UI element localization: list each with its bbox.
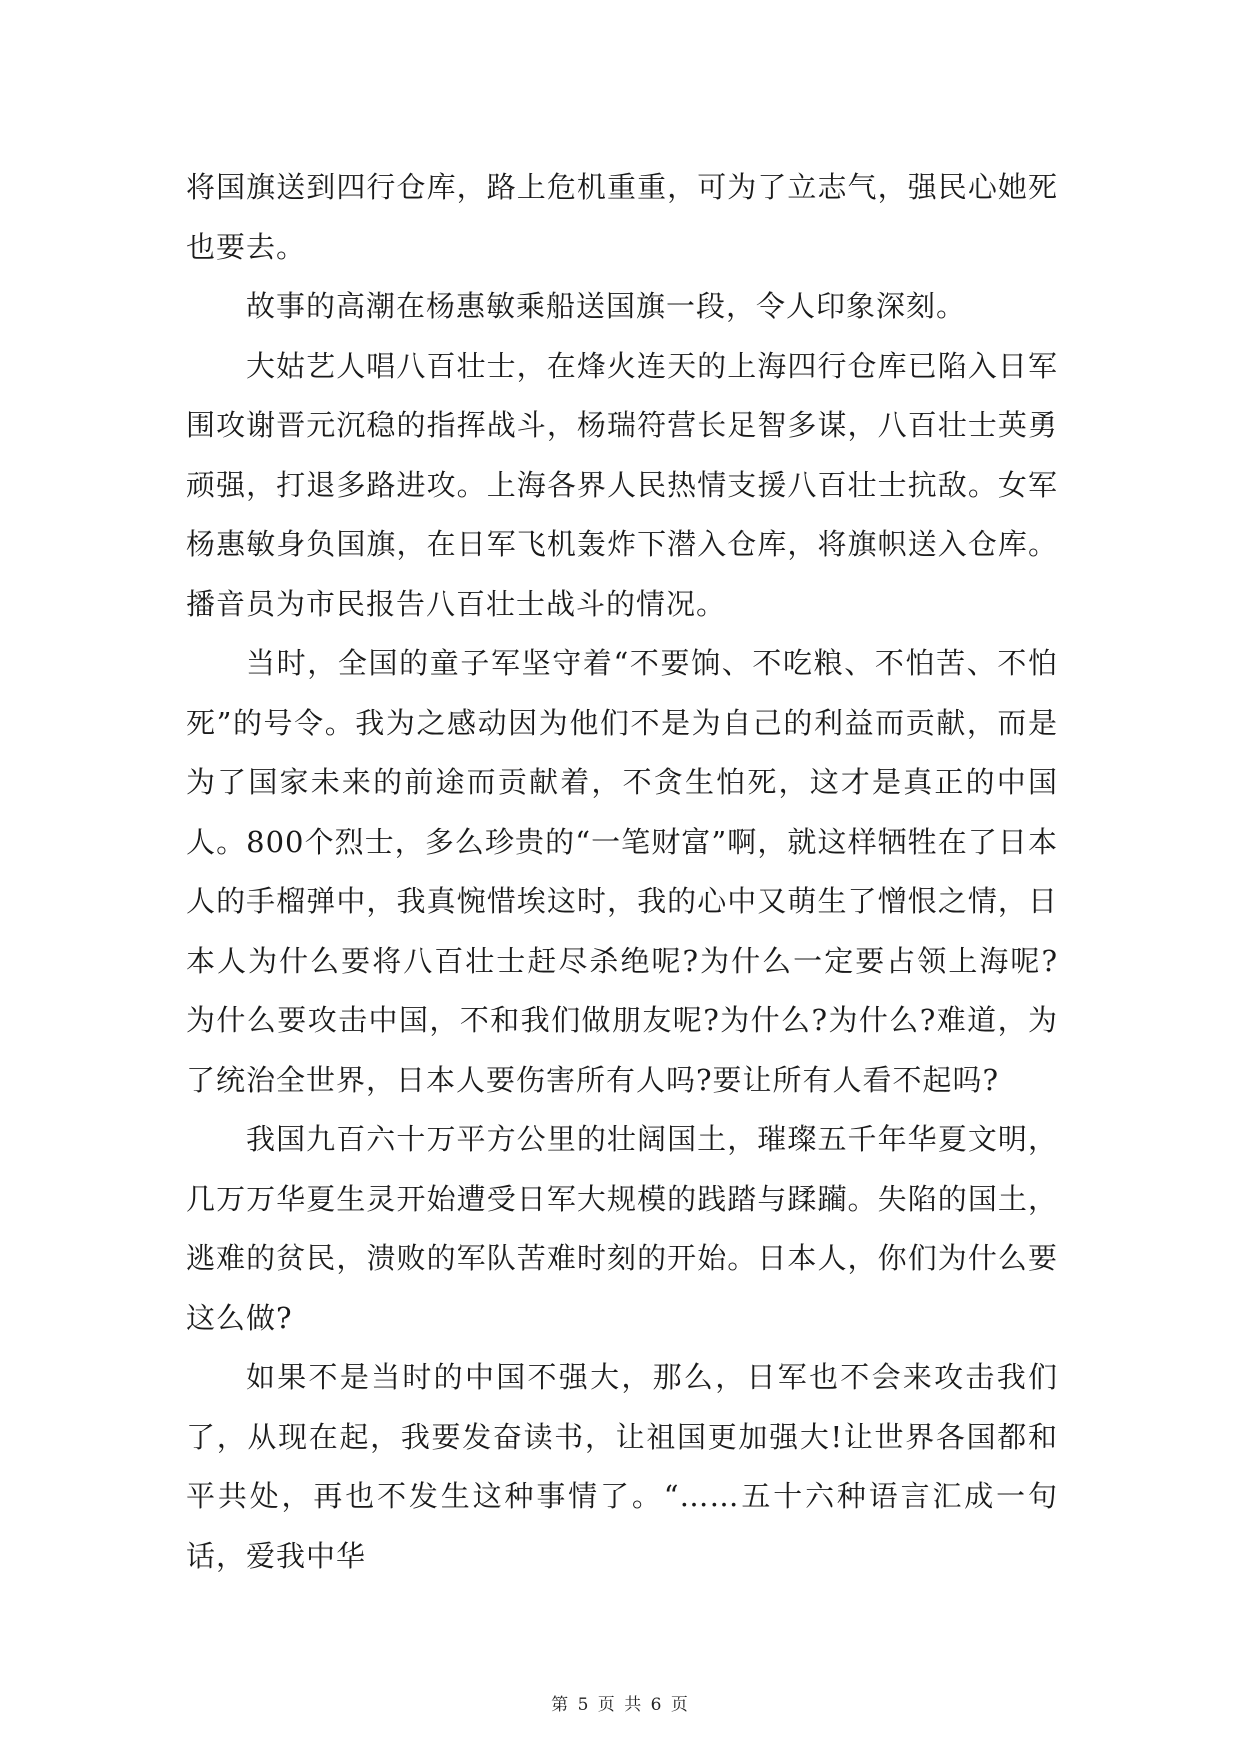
paragraph-1: 将国旗送到四行仓库，路上危机重重，可为了立志气，强民心她死也要去。: [186, 170, 1058, 264]
paragraph-5: 我国九百六十万平方公里的壮阔国土，璀璨五千年华夏文明，几万万华夏生灵开始遭受日军大规模的践踏与蹂躏。失陷的国土，逃难的贫民，溃败的军队苦难时刻的开始。日本人，你们为什么要这么做?: [186, 1122, 1058, 1335]
paragraph-6: 如果不是当时的中国不强大，那么，日军也不会来攻击我们了，从现在起，我要发奋读书，让祖国更加强大!让世界各国都和平共处，再也不发生这种事情了。“……五十六种语言汇成一句话，爱我中华: [186, 1360, 1058, 1573]
paragraph-4: 当时，全国的童子军坚守着“不要饷、不吃粮、不怕苦、不怕死”的号令。我为之感动因为他们不是为自己的利益而贡献，而是为了国家未来的前途而贡献着，不贪生怕死，这才是真正的中国人。800个烈士，多么珍贵的“一笔财富”啊，就这样牺牲在了日本人的手榴弹中，我真惋惜埃这时，我的心中又萌生了憎恨之情，日本人为什么要将八百壮士赶尽杀绝呢?为什么一定要占领上海呢?为什么要攻击中国，不和我们做朋友呢?为什么?为什么?难道，为了统治全世界，日本人要伤害所有人吗?要让所有人看不起吗?: [186, 646, 1058, 1097]
page-number-footer: 第 5 页 共 6 页: [551, 1695, 690, 1715]
paragraph-3: 大姑艺人唱八百壮士，在烽火连天的上海四行仓库已陷入日军围攻谢晋元沉稳的指挥战斗，杨瑞符营长足智多谋，八百壮士英勇顽强，打退多路进攻。上海各界人民热情支援八百壮士抗敌。女军杨惠敏身负国旗，在日军飞机轰炸下潜入仓库，将旗帜送入仓库。播音员为市民报告八百壮士战斗的情况。: [186, 348, 1058, 621]
document-body: [186, 158, 1058, 1586]
paragraph-2: 故事的高潮在杨惠敏乘船送国旗一段，令人印象深刻。: [246, 289, 967, 323]
